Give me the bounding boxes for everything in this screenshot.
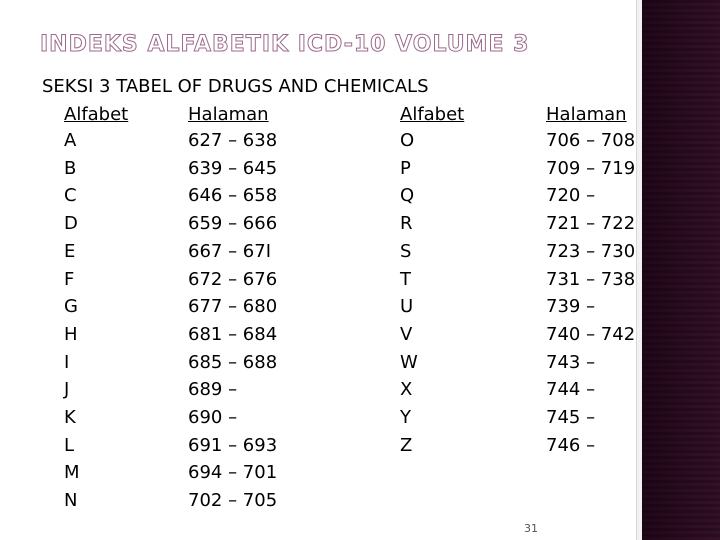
left-row-letter: H xyxy=(64,323,78,345)
right-row-letter: P xyxy=(400,157,411,179)
header-halaman-left: Halaman xyxy=(188,104,269,125)
right-row-pages: 739 – xyxy=(546,296,596,318)
right-row-letter: Y xyxy=(400,407,411,428)
right-row-pages: 709 – 719 xyxy=(546,157,636,179)
left-row-pages: 672 – 676 xyxy=(188,268,278,290)
right-row-pages: 744 – xyxy=(546,379,596,401)
right-row-pages: 743 – xyxy=(546,351,596,373)
left-row-pages: 639 – 645 xyxy=(188,157,278,179)
header-alfabet-right: Alfabet xyxy=(400,104,465,125)
header-halaman-right: Halaman xyxy=(546,104,627,125)
left-row-letter: D xyxy=(64,213,78,235)
right-row-letter: Q xyxy=(400,185,415,207)
left-row-pages: 677 – 680 xyxy=(188,296,278,318)
header-alfabet-left: Alfabet xyxy=(64,104,129,125)
right-row-letter: T xyxy=(400,268,411,290)
left-row-letter: K xyxy=(64,407,76,428)
right-row-letter: Z xyxy=(400,434,413,456)
right-row-pages: 706 – 708 xyxy=(546,130,636,151)
left-row-pages: 685 – 688 xyxy=(188,351,278,373)
left-row-letter: C xyxy=(64,185,77,207)
right-row-pages: 720 – xyxy=(546,185,596,207)
left-row-letter: M xyxy=(64,462,80,484)
left-row-letter: F xyxy=(64,268,75,290)
left-row-pages: 691 – 693 xyxy=(188,434,278,456)
left-row-pages: 646 – 658 xyxy=(188,185,278,207)
left-row-pages: 659 – 666 xyxy=(188,213,278,235)
right-row-pages: 745 – xyxy=(546,407,596,428)
right-row-pages: 721 – 722 xyxy=(546,213,636,235)
left-row-pages: 690 – xyxy=(188,407,238,428)
section-subtitle: SEKSI 3 TABEL OF DRUGS AND CHEMICALS xyxy=(42,76,429,97)
slide-title: INDEKS ALFABETIK ICD-10 VOLUME 3 xyxy=(40,32,530,57)
right-row-pages: 731 – 738 xyxy=(546,268,636,290)
left-row-pages: 689 – xyxy=(188,379,238,401)
right-row-letter: U xyxy=(400,296,414,318)
right-row-letter: V xyxy=(400,323,413,345)
left-row-letter: J xyxy=(64,379,70,401)
left-row-pages: 627 – 638 xyxy=(188,130,278,151)
right-row-pages: 723 – 730 xyxy=(546,240,636,262)
decorative-right-band xyxy=(642,0,720,540)
right-row-letter: S xyxy=(400,240,412,262)
right-row-letter: W xyxy=(400,351,418,373)
left-row-letter: A xyxy=(64,130,77,151)
page-number: 31 xyxy=(524,522,538,535)
right-row-letter: R xyxy=(400,213,413,235)
left-row-letter: E xyxy=(64,240,76,262)
left-row-letter: N xyxy=(64,490,78,512)
left-row-letter: I xyxy=(64,351,70,373)
left-row-pages: 702 – 705 xyxy=(188,490,278,512)
left-row-pages: 681 – 684 xyxy=(188,323,278,345)
left-row-letter: G xyxy=(64,296,78,318)
left-row-letter: L xyxy=(64,434,75,456)
right-row-letter: O xyxy=(400,130,415,151)
right-row-pages: 746 – xyxy=(546,434,596,456)
left-row-pages: 667 – 67I xyxy=(188,240,272,262)
left-row-letter: B xyxy=(64,157,77,179)
right-row-pages: 740 – 742 xyxy=(546,323,636,345)
left-row-pages: 694 – 701 xyxy=(188,462,278,484)
right-row-letter: X xyxy=(400,379,413,401)
